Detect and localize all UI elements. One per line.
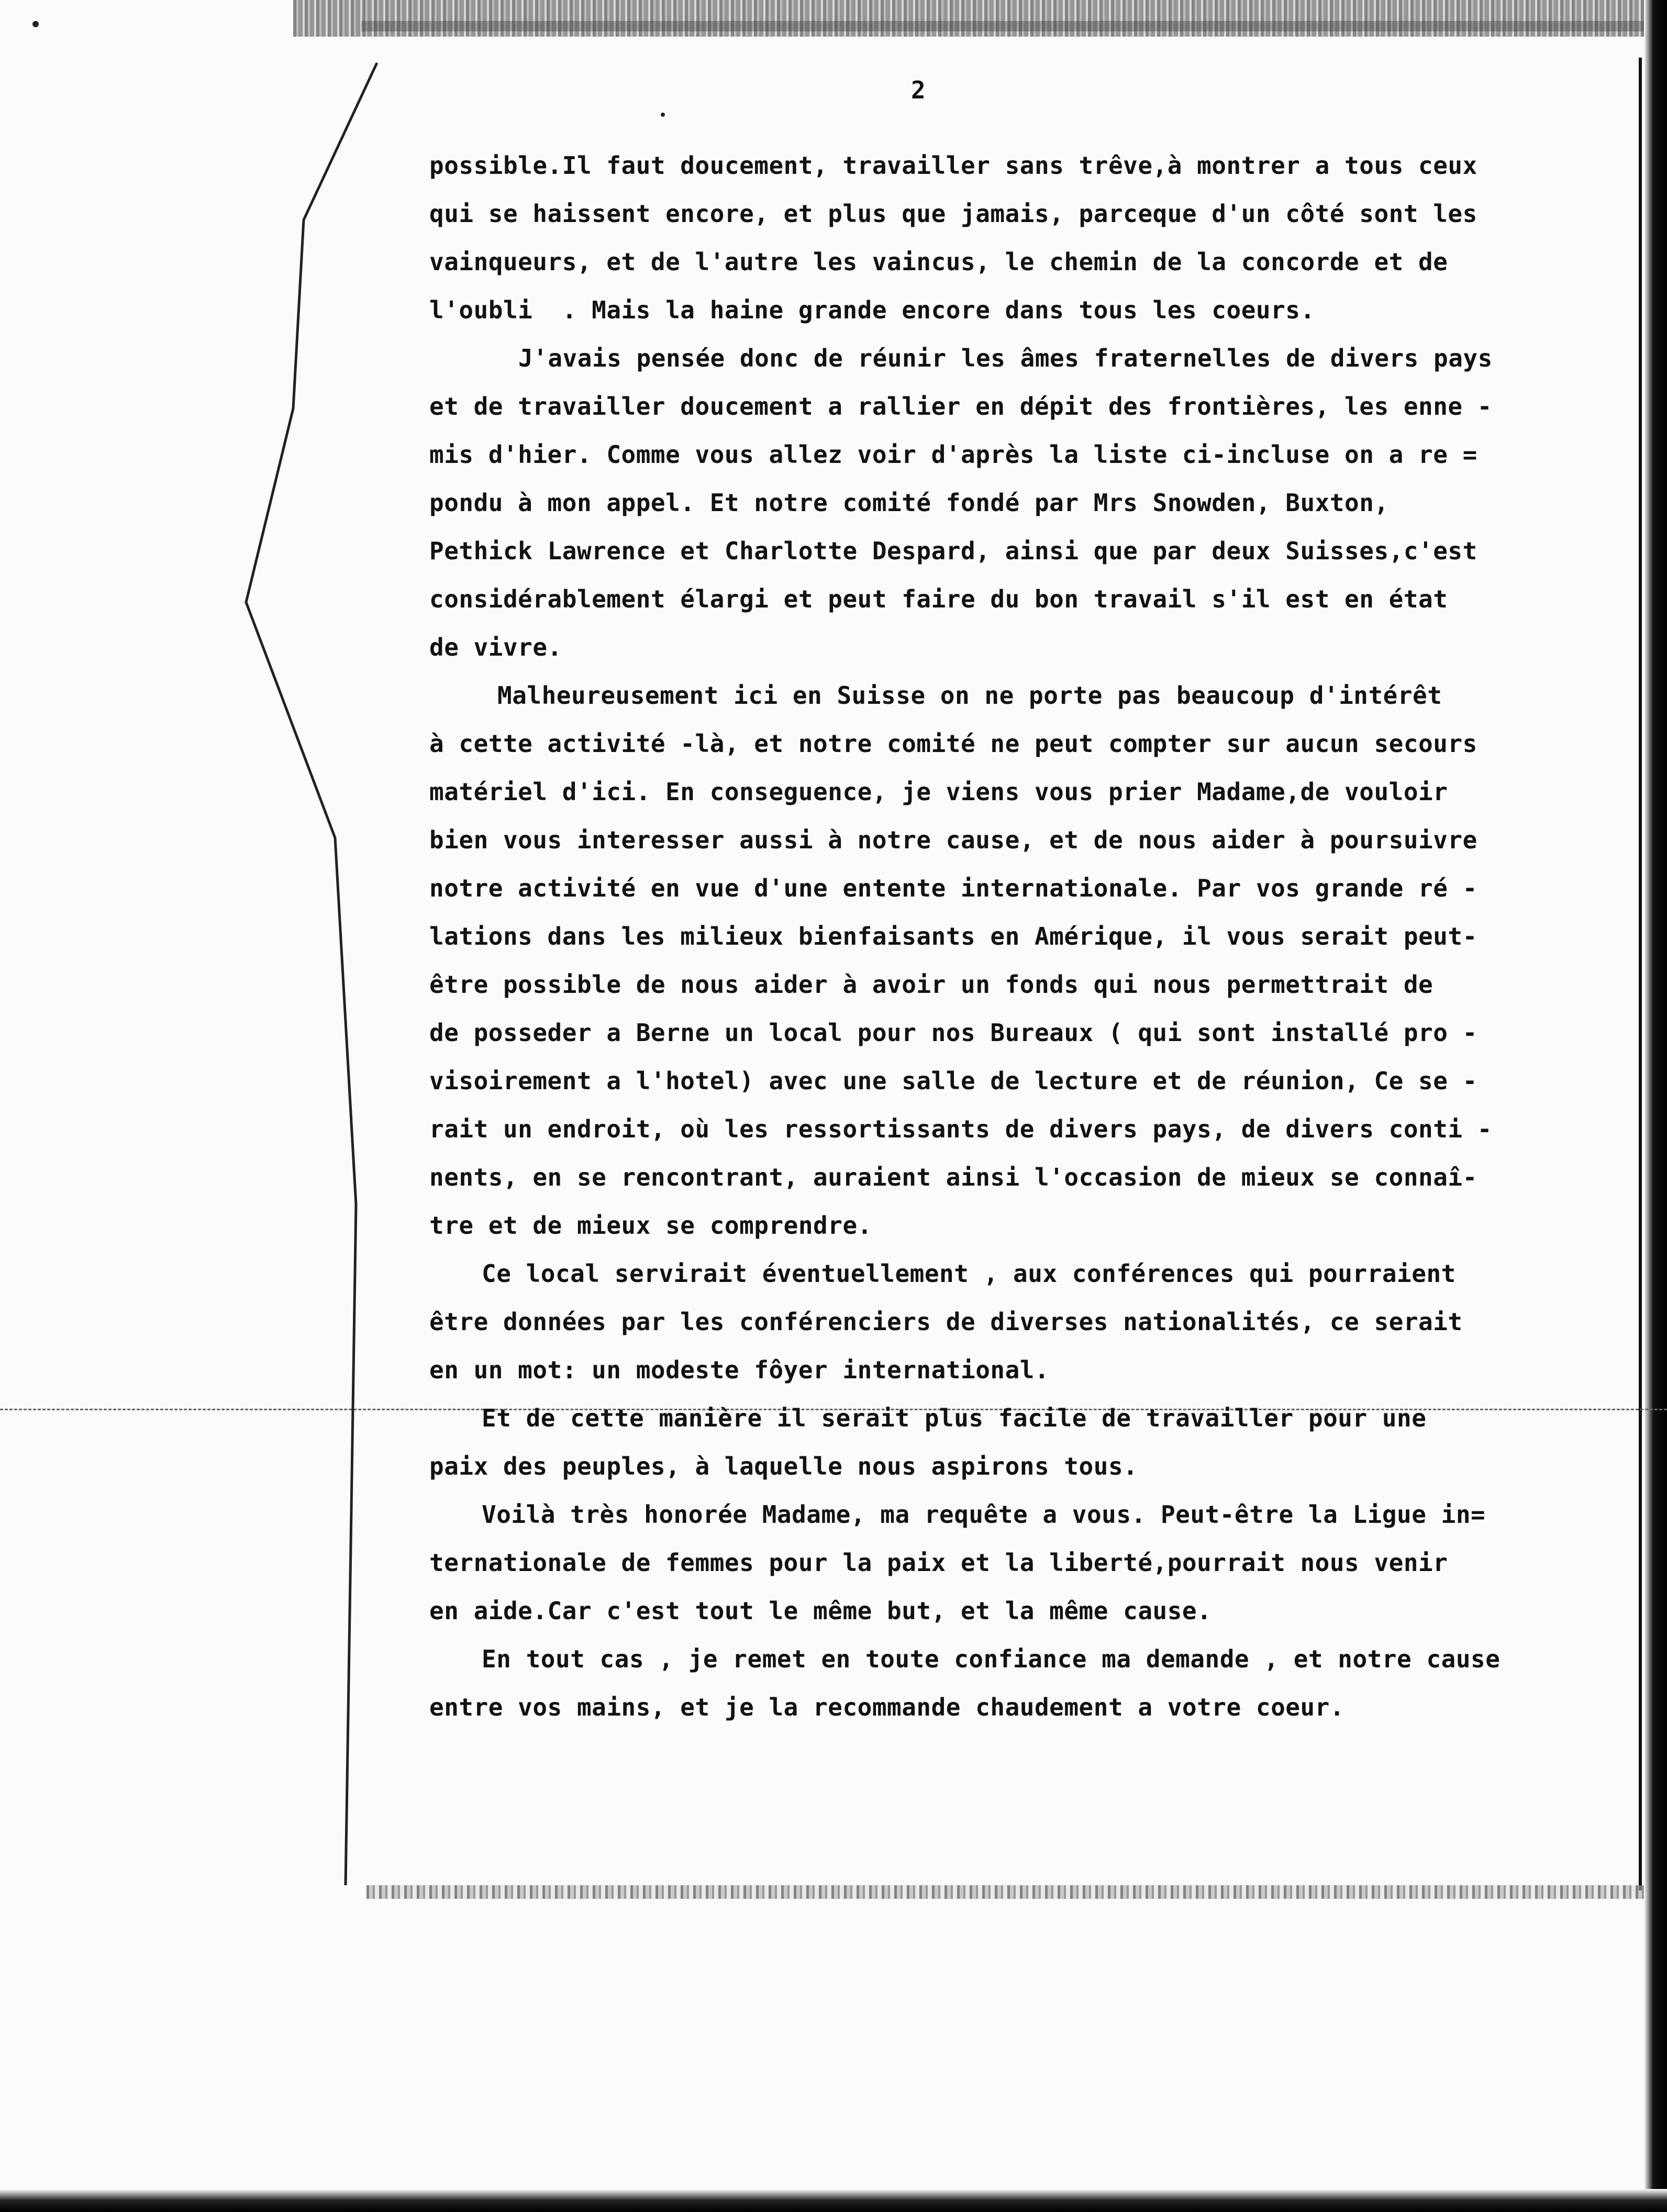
text-line: mis d'hier. Comme vous allez voir d'après la liste ci-incluse on a re = bbox=[429, 440, 1477, 469]
text-line: matériel d'ici. En conseguence, je viens vous prier Madame,de vouloir bbox=[429, 778, 1448, 806]
text-line: vainqueurs, et de l'autre les vaincus, le chemin de la concorde et de bbox=[429, 248, 1448, 276]
text-line: nents, en se rencontrant, auraient ainsi l'occasion de mieux se connaî- bbox=[429, 1163, 1477, 1191]
text-line: Malheureusement ici en Suisse on ne porte pas beaucoup d'intérêt bbox=[497, 681, 1442, 710]
text-line: visoirement a l'hotel) avec une salle de lecture et de réunion, Ce se - bbox=[429, 1067, 1477, 1095]
text-line: à cette activité -là, et notre comité ne peut compter sur aucun secours bbox=[429, 729, 1477, 758]
text-line: l'oubli . Mais la haine grande encore dans tous les coeurs. bbox=[429, 296, 1315, 324]
text-line: bien vous interesser aussi à notre cause, et de nous aider à poursuivre bbox=[429, 826, 1477, 854]
paragraph bbox=[429, 1490, 1649, 1635]
text-line: possible.Il faut doucement, travailler sans trêve,à montrer a tous ceux bbox=[429, 151, 1477, 180]
text-line: notre activité en vue d'une entente internationale. Par vos grande ré - bbox=[429, 874, 1477, 902]
text-line: Ce local servirait éventuellement , aux conférences qui pourraient bbox=[482, 1259, 1456, 1288]
text-line: rait un endroit, où les ressortissants de divers pays, de divers conti - bbox=[429, 1115, 1492, 1143]
paragraph bbox=[429, 1635, 1649, 1731]
text-line: lations dans les milieux bienfaisants en Amérique, il vous serait peut- bbox=[429, 922, 1477, 950]
text-line: et de travailler doucement a rallier en dépit des frontières, les enne - bbox=[429, 392, 1492, 421]
text-line: tre et de mieux se comprendre. bbox=[429, 1211, 872, 1240]
text-line: être possible de nous aider à avoir un fonds qui nous permettrait de bbox=[429, 970, 1433, 999]
text-line: considérablement élargi et peut faire du bon travail s'il est en état bbox=[429, 585, 1448, 613]
text-line: pondu à mon appel. Et notre comité fondé par Mrs Snowden, Buxton, bbox=[429, 489, 1389, 517]
paragraph bbox=[429, 1394, 1649, 1490]
text-line: Et de cette manière il serait plus facile de travailler pour une bbox=[482, 1404, 1427, 1432]
paragraph bbox=[429, 1249, 1649, 1394]
text-line: En tout cas , je remet en toute confiance ma demande , et notre cause bbox=[482, 1645, 1501, 1673]
letter-body bbox=[429, 141, 1649, 1731]
text-line: ternationale de femmes pour la paix et la liberté,pourrait nous venir bbox=[429, 1549, 1448, 1577]
text-line: Pethick Lawrence et Charlotte Despard, ainsi que par deux Suisses,c'est bbox=[429, 537, 1477, 565]
paragraph bbox=[429, 141, 1649, 334]
paragraph bbox=[429, 334, 1649, 671]
text-line: être données par les conférenciers de diverses nationalités, ce serait bbox=[429, 1308, 1463, 1336]
paragraph bbox=[429, 671, 1649, 1249]
page-number: 2 bbox=[911, 76, 926, 104]
text-line: J'avais pensée donc de réunir les âmes fraternelles de divers pays bbox=[518, 344, 1493, 372]
text-line: en aide.Car c'est tout le même but, et la même cause. bbox=[429, 1597, 1212, 1625]
text-line: Voilà très honorée Madame, ma requête a vous. Peut-être la Ligue in= bbox=[482, 1500, 1486, 1529]
text-line: entre vos mains, et je la recommande chaudement a votre coeur. bbox=[429, 1693, 1345, 1721]
text-line: de posseder a Berne un local pour nos Bureaux ( qui sont installé pro - bbox=[429, 1019, 1477, 1047]
text-line: de vivre. bbox=[429, 633, 562, 661]
text-line: qui se haissent encore, et plus que jamais, parceque d'un côté sont les bbox=[429, 200, 1477, 228]
text-line: paix des peuples, à laquelle nous aspirons tous. bbox=[429, 1452, 1138, 1480]
text-line: en un mot: un modeste fôyer international. bbox=[429, 1356, 1050, 1384]
